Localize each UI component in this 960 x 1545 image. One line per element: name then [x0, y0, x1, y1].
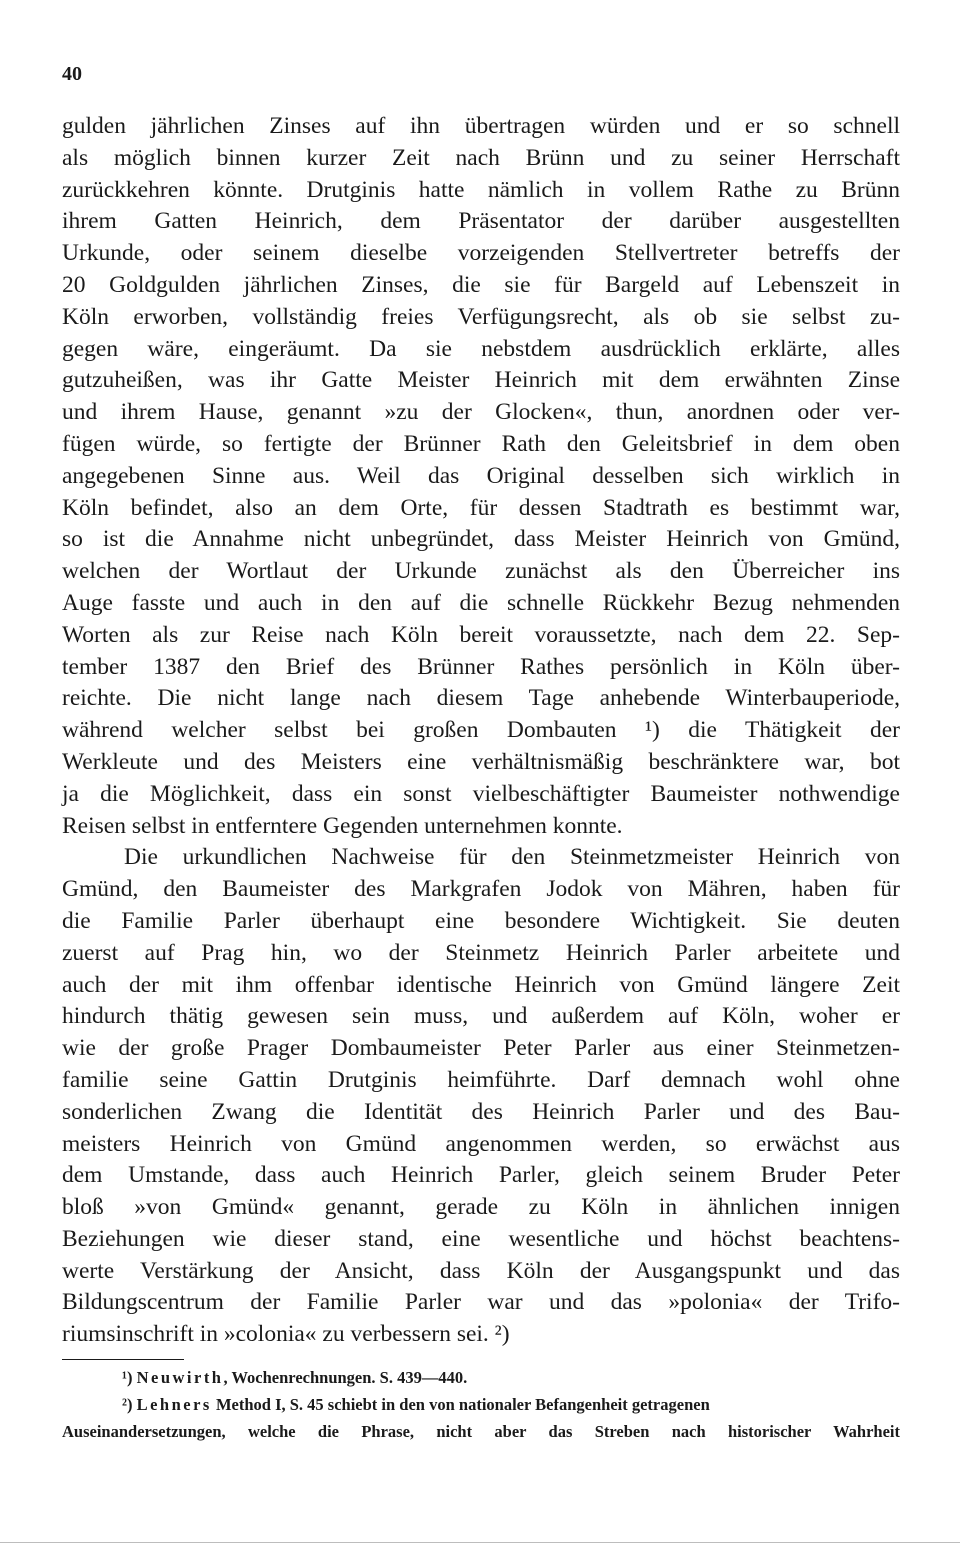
- text-line: meisters Heinrich von Gmünd angenommen werden, so erwächst aus: [62, 1130, 900, 1157]
- text-line: Gmünd, den Baumeister des Markgrafen Jodok von Mähren, haben für: [62, 876, 900, 903]
- text-line: gulden jährlichen Zinses auf ihn übertragen würden und er so schnell: [62, 113, 900, 139]
- text-line: fügen würde, so fertigte der Brünner Rath den Geleitsbrief in dem oben: [62, 430, 900, 457]
- text-line: ja die Möglichkeit, dass ein sonst vielbeschäftigter Baumeister nothwendige: [62, 780, 900, 807]
- text-line: Köln befindet, also an dem Orte, für dessen Stadtrath es bestimmt war,: [62, 494, 900, 521]
- text-line: ihrem Gatten Heinrich, dem Präsentator der darüber ausgestellten: [62, 208, 900, 235]
- text-line: auch der mit ihm offenbar identische Heinrich von Gmünd längere Zeit: [62, 971, 900, 998]
- text-line: die Familie Parler überhaupt eine besondere Wichtigkeit. Sie deuten: [62, 907, 900, 934]
- text-line: und ihrem Hause, genannt »zu der Glocken«, thun, anordnen oder ver-: [62, 399, 900, 426]
- text-line: so ist die Annahme nicht unbegründet, dass Meister Heinrich von Gmünd,: [62, 526, 900, 553]
- text-line: während welcher selbst bei großen Dombauten ¹) die Thätigkeit der: [62, 717, 900, 744]
- footnote-separator: [62, 1359, 184, 1360]
- text-line: sonderlichen Zwang die Identität des Heinrich Parler und des Bau-: [62, 1098, 900, 1125]
- text-line: Köln erworben, vollständig freies Verfügungsrecht, als ob sie selbst zu-: [62, 303, 900, 330]
- footnote-2: [62, 1391, 900, 1418]
- text-line: Reisen selbst in entferntere Gegenden unternehmen konnte.: [62, 812, 623, 839]
- text-line: Bildungscentrum der Familie Parler war und das »polonia« der Trifo-: [62, 1289, 900, 1316]
- page-number: 40: [62, 63, 82, 85]
- text-line: angegebenen Sinne aus. Weil das Original desselben sich wirklich in: [62, 462, 900, 489]
- text-line: bloß »von Gmünd« genannt, gerade zu Köln in ähnlichen innigen: [62, 1194, 900, 1221]
- text-line: welchen der Wortlaut der Urkunde zunächst als den Überreicher ins: [62, 558, 900, 585]
- footnote-continuation: Auseinandersetzungen, welche die Phrase, nicht aber das Streben nach historischer Wahrheit: [62, 1422, 900, 1441]
- footnote-text: , Wochenrechnungen. S. 439—440.: [223, 1368, 468, 1387]
- footnote-author: Neuwirth: [136, 1368, 224, 1387]
- text-line: zurückkehren könnte. Drutginis hatte nämlich in vollem Rathe zu Brünn: [62, 176, 900, 203]
- text-line: tember 1387 den Brief des Brünner Rathes persönlich in Köln über-: [62, 653, 900, 680]
- text-line: dem Umstande, dass auch Heinrich Parler, gleich seinem Bruder Peter: [62, 1162, 900, 1189]
- text-line: 20 Goldgulden jährlichen Zinses, die sie für Bargeld auf Lebenszeit in: [62, 271, 900, 298]
- body-text: [62, 111, 900, 1351]
- text-line: riumsinschrift in »colonia« zu verbessern sei. ²): [62, 1321, 510, 1348]
- text-line: zuerst auf Prag hin, wo der Steinmetz Heinrich Parler arbeitete und: [62, 939, 900, 966]
- text-line: Auge fasste und auch in den auf die schnelle Rückkehr Bezug nehmenden: [62, 589, 900, 616]
- text-line: wie der große Prager Dombaumeister Peter Parler aus einer Steinmetzen-: [62, 1035, 900, 1062]
- text-line: Beziehungen wie dieser stand, eine wesentliche und höchst beachtens-: [62, 1225, 900, 1252]
- footnote-author: Lehners: [136, 1395, 212, 1414]
- paragraph-2: [62, 842, 900, 1351]
- footnotes: [62, 1364, 900, 1445]
- text-line: gegen wäre, eingeräumt. Da sie nebstdem ausdrücklich erklärte, alles: [62, 335, 900, 362]
- text-line: Die urkundlichen Nachweise für den Steinmetzmeister Heinrich von: [124, 844, 900, 871]
- footnote-1: [62, 1364, 900, 1391]
- text-line: familie seine Gattin Drutginis heimführte. Darf demnach wohl ohne: [62, 1066, 900, 1093]
- text-line: gutzuheißen, was ihr Gatte Meister Heinrich mit dem erwähnten Zinse: [62, 367, 900, 394]
- text-line: werte Verstärkung der Ansicht, dass Köln der Ausgangspunkt und das: [62, 1257, 900, 1284]
- page-edge-divider: [0, 1542, 960, 1543]
- text-line: Werkleute und des Meisters eine verhältnismäßig beschränktere war, bot: [62, 748, 900, 775]
- footnote-marker: ²): [122, 1395, 133, 1414]
- footnote-text: Method I, S. 45 schiebt in den von nationaler Befangenheit getragenen: [211, 1395, 710, 1414]
- text-line: Urkunde, oder seinem dieselbe vorzeigenden Stellvertreter betreffs der: [62, 240, 900, 267]
- footnote-marker: ¹): [122, 1368, 133, 1387]
- text-line: Worten als zur Reise nach Köln bereit voraussetzte, nach dem 22. Sep-: [62, 621, 900, 648]
- text-line: als möglich binnen kurzer Zeit nach Brünn und zu seiner Herrschaft: [62, 144, 900, 171]
- text-line: reichte. Die nicht lange nach diesem Tage anhebende Winterbauperiode,: [62, 685, 900, 712]
- paragraph-1: [62, 111, 900, 842]
- text-line: hindurch thätig gewesen sein muss, und außerdem auf Köln, woher er: [62, 1003, 900, 1030]
